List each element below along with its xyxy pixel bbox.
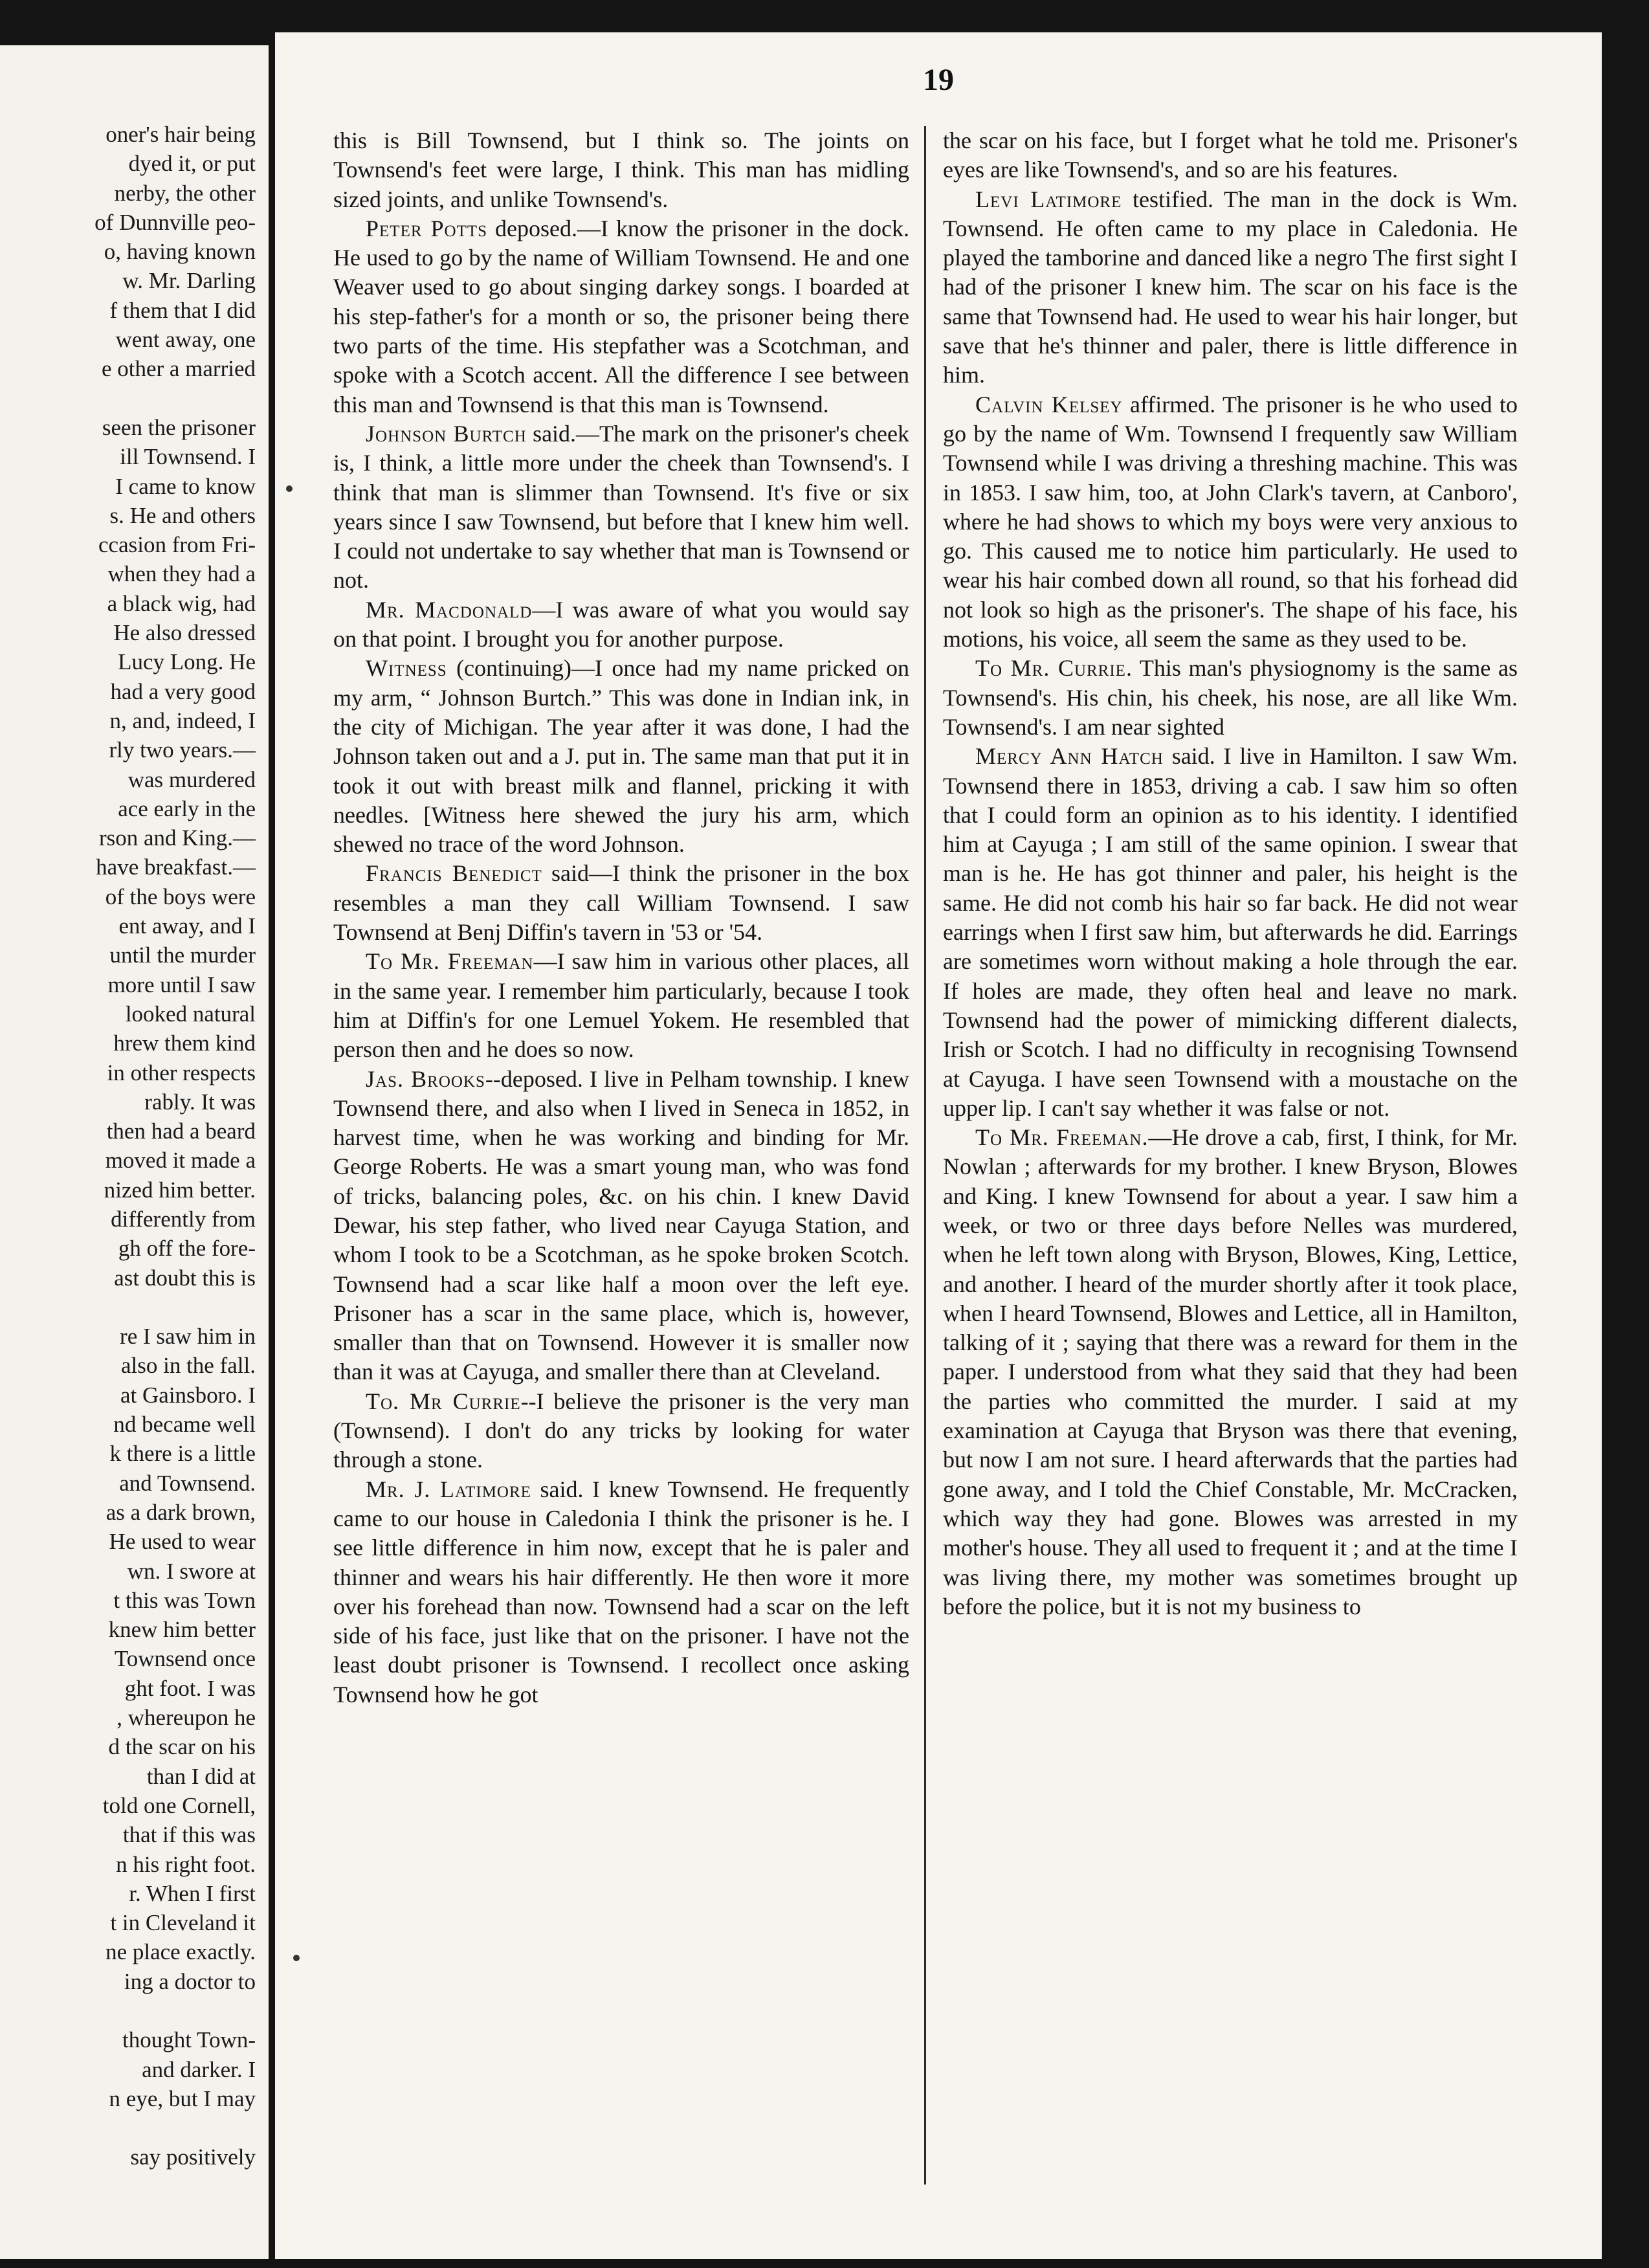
fragment-line: differently from xyxy=(111,1206,256,1232)
fragment-line: wn. I swore at xyxy=(127,1558,256,1584)
speaker-name: Mercy Ann Hatch xyxy=(975,743,1164,770)
paragraph-text: --I believe the prisoner is the very man (Townsend). I don't do any tricks by looking for water through a stone. xyxy=(333,1388,909,1473)
paragraph xyxy=(333,654,909,859)
paragraph-text: This man's physiognomy is the same as Townsend's. His chin, his cheek, his nose, are all like Wm. Townsend's. I am near sighted xyxy=(943,655,1518,740)
fragment-line: d the scar on his xyxy=(108,1734,256,1760)
text-column-right xyxy=(943,126,1518,1621)
speaker-name: Witness xyxy=(366,655,447,682)
fragment-line: more until I saw xyxy=(107,972,256,997)
paragraph-text: —I was aware of what you would say on that point. I brought you for another purpose. xyxy=(333,596,910,652)
fragment-line: had a very good xyxy=(110,678,256,704)
fragment-line: moved it made a xyxy=(105,1148,256,1173)
fragment-line: until the murder xyxy=(109,942,256,968)
fragment-line: than I did at xyxy=(146,1763,256,1789)
fragment-line: e other a married xyxy=(101,356,256,382)
fragment-line: nd became well xyxy=(113,1412,256,1438)
fragment-line: thought Town- xyxy=(122,2027,256,2053)
speaker-name: To. Mr Currie xyxy=(366,1388,521,1414)
paragraph xyxy=(943,390,1518,654)
fragment-line xyxy=(0,1996,256,2025)
fragment-line: s. He and others xyxy=(109,502,256,528)
ink-blot xyxy=(286,485,293,492)
right-page xyxy=(275,32,1602,2259)
speaker-name: Mr. Macdonald xyxy=(366,596,533,623)
fragment-line: re I saw him in xyxy=(120,1324,256,1350)
paragraph-text: --deposed. I live in Pelham township. I knew Townsend there, and also when I lived in Seneca in 1852, in harvest time, when he was working and binding for Mr. George Roberts. He was a smart young man, who was fond of tricks, balancing poles, &c. on his chin. I knew David Dewar, his step father, who lived near Cayuga Station, and whom I took to be a Scotchman, as he spoke broken Scotch. Townsend had a scar like half a moon over the left eye. Prisoner has a scar in the same place, which is, however, smaller than that on Townsend. However it is smaller now than it was at Cayuga, and smaller there than at Cleveland. xyxy=(333,1065,909,1385)
fragment-line: knew him better xyxy=(108,1617,256,1643)
fragment-line: seen the prisoner xyxy=(102,414,256,440)
fragment-line: gh off the fore- xyxy=(118,1236,256,1262)
speaker-name: To Mr. Freeman. xyxy=(975,1124,1149,1151)
paragraph-text: the scar on his face, but I forget what he told me. Prisoner's eyes are like Townsend's, and so are his features. xyxy=(943,128,1518,183)
paragraph-text: affirmed. The prisoner is he who used to go by the name of Wm. Townsend I frequently saw William Townsend while I was driving a threshing machine. This was in 1853. I saw him, too, at John Clark's tavern, at Canboro', where he had shows to which my boys were very anxious to go. This caused me to notice him particularly. He used to wear his hair combed down all round, so that his forhead did not look so high as the prisoner's. The shape of his face, his motions, his voice, all seem the same as they used to be. xyxy=(943,391,1518,652)
fragment-line: ent away, and I xyxy=(118,913,256,939)
fragment-line: f them that I did xyxy=(109,297,256,323)
fragment-line: ace early in the xyxy=(118,795,256,821)
paragraph xyxy=(943,742,1518,1123)
fragment-line: then had a beard xyxy=(106,1118,256,1144)
fragment-line: nerby, the other xyxy=(114,180,256,206)
fragment-line: , whereupon he xyxy=(116,1705,256,1731)
paragraph-text: said. I knew Townsend. He frequently came to our house in Caledonia I think the prisoner is he. I see little difference in him now, except that he is paler and thinner and wears his hair differently. He then wore it more over his forehead than now. Townsend had a scar on the left side of his face, just like that on the prisoner. I have not the least doubt prisoner is Townsend. I recollect once asking Townsend how he got xyxy=(333,1476,909,1707)
fragment-line: k there is a little xyxy=(109,1441,256,1467)
paragraph xyxy=(943,185,1518,390)
fragment-line: and Townsend. xyxy=(119,1470,256,1496)
page-number: 19 xyxy=(923,63,954,97)
text-column-middle xyxy=(333,126,909,1709)
fragment-line: rly two years.— xyxy=(109,737,256,763)
paragraph xyxy=(333,595,909,654)
ink-blot xyxy=(293,1955,300,1961)
paragraph-text: testified. The man in the dock is Wm. Townsend. He often came to my place in Caledonia. He played the tamborine and danced like a negro The first sight I had of the prisoner I knew him. The scar on his face is the same that Townsend had. He used to wear his hair longer, but save that he's thinner and paler, there is little difference in him. xyxy=(943,186,1518,388)
speaker-name: Johnson Burtch xyxy=(366,420,527,447)
paragraph xyxy=(943,126,1518,185)
fragment-line: ing a doctor to xyxy=(124,1968,256,1994)
fragment-line: He also dressed xyxy=(113,620,256,646)
fragment-line: o, having known xyxy=(104,239,256,265)
fragment-line: ccasion from Fri- xyxy=(98,532,256,558)
fragment-line: ght foot. I was xyxy=(124,1675,256,1701)
paragraph xyxy=(943,1123,1518,1621)
fragment-line: went away, one xyxy=(115,327,256,353)
fragment-line: as a dark brown, xyxy=(105,1499,256,1525)
paragraph xyxy=(943,654,1518,742)
fragment-line: n, and, indeed, I xyxy=(109,707,256,733)
fragment-line: r. When I first xyxy=(129,1880,256,1906)
paragraph-text: —I saw him in various other places, all in the same year. I remember him particularly, because I took him at Diffin's for one Lemuel Yokem. He resembled that person then and he does so now. xyxy=(333,948,910,1063)
fragment-line: t in Cleveland it xyxy=(110,1910,256,1936)
fragment-line: w. Mr. Darling xyxy=(122,268,256,294)
fragment-line: hrew them kind xyxy=(113,1030,256,1056)
fragment-line: Townsend once xyxy=(114,1646,256,1672)
fragment-line: He used to wear xyxy=(109,1529,256,1555)
speaker-name: Calvin Kelsey xyxy=(975,391,1123,417)
paragraph xyxy=(333,859,909,947)
fragment-line: dyed it, or put xyxy=(128,151,256,177)
paragraph-text: this is Bill Townsend, but I think so. The joints on Townsend's feet were large, I think. This man has midling sized joints, and unlike Townsend's. xyxy=(333,128,909,212)
paragraph-text: said. I live in Hamilton. I saw Wm. Townsend there in 1853, driving a cab. I saw him so often that I could form an opinion as to his identity. I identified him at Cayuga ; I am still of the same opinion. I swear that man is he. He has got thinner and paler, his height is the same. He did not comb his hair so far back. He did not wear earrings when I first saw him, but afterwards he did. Earrings are sometimes worn without making a hole through the ear. If holes are made, they often heal and leave no mark. Townsend had the power of mimicking different dialects, Irish or Scotch. I had no difficulty in recognising Townsend at Cayuga. I have seen Townsend with a moustache on the upper lip. I can't say whether it was false or not. xyxy=(943,743,1518,1121)
paragraph xyxy=(333,947,909,1064)
paragraph xyxy=(333,1387,909,1475)
speaker-name: Jas. Brooks xyxy=(366,1065,485,1092)
speaker-name: Francis Benedict xyxy=(366,860,542,887)
fragment-line: have breakfast.— xyxy=(96,854,256,880)
fragment-line: ast doubt this is xyxy=(114,1265,256,1291)
fragment-line: ne place exactly. xyxy=(105,1939,256,1965)
paragraph xyxy=(333,1475,909,1709)
paragraph-text: said—I think the prisoner in the box resembles a man they call William Townsend. I saw Townsend at Benj Diffin's tavern in '53 or '54. xyxy=(333,860,909,946)
fragment-line: a black wig, had xyxy=(107,590,256,616)
speaker-name: To Mr. Currie. xyxy=(975,655,1133,682)
fragment-line: oner's hair being xyxy=(105,122,256,147)
fragment-line: n eye, but I may xyxy=(109,2085,256,2111)
fragment-line: in other respects xyxy=(107,1060,256,1085)
paragraph xyxy=(333,419,909,595)
paragraph xyxy=(333,1065,909,1387)
paragraph-text: (continuing)—I once had my name pricked on my arm, “ Johnson Burtch.” This was done in Indian ink, in the city of Michigan. The year after it was done, I had the Johnson taken out and a J. put in. The same man that put it in took it out with breast milk and flannel, pricking it with needles. [Witness here shewed the jury his arm, which shewed no trace of the word Johnson. xyxy=(333,655,909,858)
fragment-line: when they had a xyxy=(107,561,256,587)
speaker-name: Peter Potts xyxy=(366,215,488,241)
fragment-line: and darker. I xyxy=(142,2056,256,2082)
speaker-name: Levi Latimore xyxy=(975,186,1122,212)
paragraph-text: —He drove a cab, first, I think, for Mr. Nowlan ; afterwards for my brother. I knew Bryson, Blowes and King. I knew Townsend for about a year. I saw him a week, or two or three days before Nelles was murdered, when he left town along with Bryson, Blowes, King, Lettice, and another. I heard of the murder shortly after it took place, when I heard Townsend, Blowes and Lettice, all in Hamilton, talking of it ; saying that there was a reward for them in the paper. I understood from what they said that they had been the parties who committed the murder. I said at my examination at Cayuga that Bryson was there that evening, but now I am not sure. I heard afterwards that the parties had gone away, and I told the Chief Constable, Mr. McCracken, which way they had gone. Blowes was arrested in my mother's house. They all used to frequent it ; and at the time I was living there, my mother was sometimes brought up before the police, but it is not my business to xyxy=(943,1124,1518,1619)
paragraph xyxy=(333,126,909,214)
fragment-line xyxy=(0,384,256,413)
paragraph-text: deposed.—I know the prisoner in the dock. He used to go by the name of William Townsend. He and one Weaver used to go about singing darkey songs. I boarded at his step-father's for a month or so, the prisoner being there two parts of the time. His stepfather was a Scotchman, and spoke with a Scotch accent. All the difference I see between this man and Townsend is that this man is Townsend. xyxy=(333,215,909,417)
fragment-line: ill Townsend. I xyxy=(120,444,256,470)
fragment-line: rably. It was xyxy=(144,1089,256,1115)
fragment-line: I came to know xyxy=(115,473,256,499)
fragment-line: say positively xyxy=(130,2144,256,2170)
speaker-name: Mr. J. Latimore xyxy=(366,1476,531,1502)
column-divider xyxy=(924,126,926,2185)
fragment-line: of Dunnville peo- xyxy=(94,209,256,235)
fragment-line: at Gainsboro. I xyxy=(120,1382,256,1408)
fragment-line: was murdered xyxy=(127,766,256,792)
fragment-line: of the boys were xyxy=(105,884,256,909)
fragment-line: Lucy Long. He xyxy=(118,649,256,675)
fragment-line: n his right foot. xyxy=(116,1851,256,1877)
fragment-line xyxy=(0,1293,256,1322)
paragraph xyxy=(333,214,909,419)
fragment-line: nized him better. xyxy=(104,1177,256,1203)
left-page-fragment xyxy=(0,45,269,2259)
fragment-line: rson and King.— xyxy=(98,825,256,851)
fragment-line: that if this was xyxy=(122,1822,256,1848)
fragment-line: told one Cornell, xyxy=(102,1792,256,1818)
paragraph-text: said.—The mark on the prisoner's cheek is, I think, a little more under the cheek than Townsend's. I think that man is slimmer than Townsend. It's five or six years since I saw Townsend, but before that I knew him well. I could not undertake to say whether that man is Townsend or not. xyxy=(333,420,909,594)
left-page-text-column xyxy=(0,120,256,2172)
speaker-name: To Mr. Freeman xyxy=(366,948,534,975)
fragment-line: t this was Town xyxy=(113,1587,256,1613)
fragment-line xyxy=(0,2113,256,2142)
fragment-line: looked natural xyxy=(125,1001,256,1027)
fragment-line: also in the fall. xyxy=(120,1353,256,1379)
